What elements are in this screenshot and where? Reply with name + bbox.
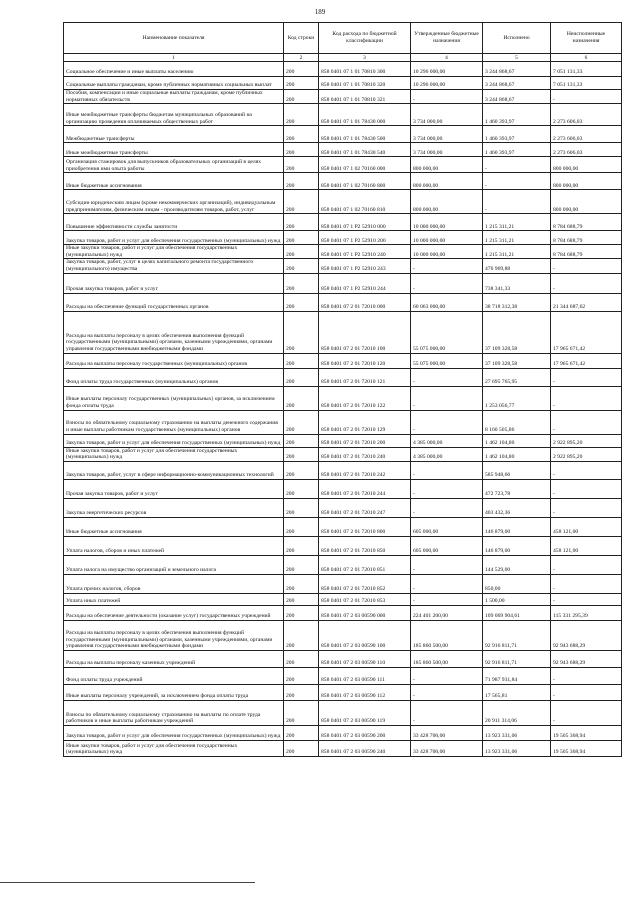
row-executed: 92 916 811,71 xyxy=(483,620,551,650)
table-row xyxy=(64,410,622,434)
row-budget-code: 858 0401 07 2 01 72010 129 xyxy=(319,410,411,434)
row-unexecuted: - xyxy=(551,667,622,684)
row-executed: - xyxy=(483,157,551,173)
row-line-code: 200 xyxy=(284,536,319,555)
row-name: Социальное обеспечение и иные выплаты населению xyxy=(64,62,284,77)
column-number: 4 xyxy=(411,54,483,62)
row-executed: 38 718 312,38 xyxy=(483,293,551,311)
row-budget-code: 858 0401 07 1 P2 52910 200 xyxy=(319,231,411,245)
row-approved: 10 000 000,00 xyxy=(411,245,483,259)
row-unexecuted: - xyxy=(551,700,622,725)
table-row xyxy=(64,386,622,410)
row-executed: 738 341,33 xyxy=(483,273,551,293)
header-executed: Исполнено xyxy=(483,23,551,54)
row-line-code: 200 xyxy=(284,190,319,214)
row-approved: 3 734 000,00 xyxy=(411,143,483,157)
row-executed: 37 109 328,58 xyxy=(483,353,551,368)
row-line-code: 200 xyxy=(284,126,319,143)
row-line-code: 200 xyxy=(284,214,319,231)
table-row xyxy=(64,231,622,245)
table-row xyxy=(64,517,622,536)
row-budget-code: 858 0401 07 2 01 72010 242 xyxy=(319,461,411,479)
row-approved: 10 296 000,00 xyxy=(411,62,483,77)
row-budget-code: 858 0401 07 1 02 70160 000 xyxy=(319,157,411,173)
row-executed: 144 529,00 xyxy=(483,555,551,574)
row-approved: - xyxy=(411,684,483,700)
row-executed: 8 160 505,86 xyxy=(483,410,551,434)
row-line-code: 200 xyxy=(284,62,319,77)
row-executed: 1 215 311,21 xyxy=(483,245,551,259)
row-name: Закупка энергетических ресурсов xyxy=(64,498,284,517)
row-executed: 1 460 393,97 xyxy=(483,104,551,126)
row-budget-code: 858 0401 07 1 02 70160 800 xyxy=(319,173,411,190)
row-budget-code: 858 0401 07 2 01 72010 120 xyxy=(319,353,411,368)
row-name: Прочая закупка товаров, работ и услуг xyxy=(64,273,284,293)
row-executed: 1 460 393,97 xyxy=(483,126,551,143)
row-name: Социальные выплаты гражданам, кроме публичных нормативных социальных выплат xyxy=(64,77,284,90)
table-row xyxy=(64,574,622,593)
row-budget-code: 858 0401 07 2 01 72010 800 xyxy=(319,517,411,536)
row-unexecuted: 19 505 368,94 xyxy=(551,740,622,756)
row-approved: - xyxy=(411,574,483,593)
row-line-code: 200 xyxy=(284,620,319,650)
row-name: Иные закупки товаров, работ и услуг для обеспечения государственных (муниципальных) нужд xyxy=(64,740,284,756)
row-name: Иные закупки товаров, работ и услуг для обеспечения государственных (муниципальных) нужд xyxy=(64,245,284,259)
row-unexecuted: - xyxy=(551,684,622,700)
table-row xyxy=(64,479,622,498)
table-row xyxy=(64,77,622,90)
row-unexecuted: 8 784 688,79 xyxy=(551,245,622,259)
row-approved: 185 860 500,00 xyxy=(411,650,483,667)
row-budget-code: 858 0401 07 2 03 00590 100 xyxy=(319,620,411,650)
row-executed: 92 916 811,71 xyxy=(483,650,551,667)
row-executed: 585 948,66 xyxy=(483,461,551,479)
row-executed: 403 432,36 xyxy=(483,498,551,517)
row-unexecuted: 17 965 671,42 xyxy=(551,311,622,353)
row-executed: 1 500,00 xyxy=(483,593,551,605)
row-budget-code: 858 0401 07 1 01 70810 320 xyxy=(319,77,411,90)
row-approved: 605 000,00 xyxy=(411,517,483,536)
table-row xyxy=(64,157,622,173)
row-executed: 20 911 314,06 xyxy=(483,700,551,725)
table-row xyxy=(64,293,622,311)
row-unexecuted: 800 000,00 xyxy=(551,190,622,214)
row-approved: - xyxy=(411,90,483,104)
header-approved-appropriations: Утвержденные бюджетные назначения xyxy=(411,23,483,54)
header-line-code: Код строки xyxy=(284,23,319,54)
column-number: 2 xyxy=(284,54,319,62)
table-row xyxy=(64,725,622,740)
column-number: 3 xyxy=(319,54,411,62)
row-budget-code: 858 0401 07 1 01 70810 321 xyxy=(319,90,411,104)
row-approved: 55 075 000,00 xyxy=(411,353,483,368)
row-budget-code: 858 0401 07 2 01 72010 200 xyxy=(319,434,411,447)
row-line-code: 200 xyxy=(284,667,319,684)
row-executed: 13 923 331,06 xyxy=(483,740,551,756)
row-budget-code: 858 0401 07 1 P2 52910 244 xyxy=(319,273,411,293)
table-row xyxy=(64,667,622,684)
row-line-code: 200 xyxy=(284,231,319,245)
row-unexecuted: 2 922 895,20 xyxy=(551,447,622,461)
row-name: Иные выплаты персоналу учреждений, за исключением фонда оплаты труда xyxy=(64,684,284,700)
table-row xyxy=(64,536,622,555)
row-unexecuted: - xyxy=(551,386,622,410)
table-row xyxy=(64,173,622,190)
row-unexecuted: - xyxy=(551,479,622,498)
table-row xyxy=(64,650,622,667)
row-unexecuted: - xyxy=(551,410,622,434)
row-line-code: 200 xyxy=(284,725,319,740)
row-unexecuted: - xyxy=(551,593,622,605)
row-name: Иные бюджетные ассигнования xyxy=(64,173,284,190)
row-line-code: 200 xyxy=(284,684,319,700)
row-name: Повышение эффективности службы занятости xyxy=(64,214,284,231)
row-name: Закупка товаров, работ, услуг в целях капитального ремонта государственного (муниципального) имущества xyxy=(64,259,284,273)
header-unexecuted-appropriations: Неисполненные назначения xyxy=(551,23,622,54)
row-unexecuted: - xyxy=(551,259,622,273)
row-name: Уплата иных платежей xyxy=(64,593,284,605)
row-budget-code: 858 0401 07 2 01 72010 850 xyxy=(319,536,411,555)
row-approved: 605 000,00 xyxy=(411,536,483,555)
table-row xyxy=(64,555,622,574)
row-line-code: 200 xyxy=(284,104,319,126)
row-budget-code: 858 0401 07 2 01 72010 851 xyxy=(319,555,411,574)
row-line-code: 200 xyxy=(284,311,319,353)
row-budget-code: 858 0401 07 2 01 72010 247 xyxy=(319,498,411,517)
row-unexecuted: - xyxy=(551,273,622,293)
row-line-code: 200 xyxy=(284,650,319,667)
row-approved: 60 063 000,00 xyxy=(411,293,483,311)
row-name: Фонд оплаты труда государственных (муниципальных) органов xyxy=(64,368,284,386)
row-line-code: 200 xyxy=(284,293,319,311)
table-row xyxy=(64,684,622,700)
row-budget-code: 858 0401 07 1 P2 52910 000 xyxy=(319,214,411,231)
table-row xyxy=(64,126,622,143)
row-line-code: 200 xyxy=(284,245,319,259)
row-executed: 1 462 104,80 xyxy=(483,447,551,461)
table-row xyxy=(64,311,622,353)
column-number: 5 xyxy=(483,54,551,62)
row-budget-code: 858 0401 07 2 03 00590 110 xyxy=(319,650,411,667)
row-budget-code: 858 0401 07 1 01 78430 000 xyxy=(319,104,411,126)
row-line-code: 200 xyxy=(284,593,319,605)
row-unexecuted: 115 331 295,39 xyxy=(551,605,622,620)
row-line-code: 200 xyxy=(284,498,319,517)
table-row xyxy=(64,461,622,479)
row-line-code: 200 xyxy=(284,273,319,293)
row-name: Иные бюджетные ассигнования xyxy=(64,517,284,536)
row-name: Закупка товаров, работ, услуг в сфере информационно-коммуникационных технологий xyxy=(64,461,284,479)
row-name: Расходы на обеспечение функций государственных органов xyxy=(64,293,284,311)
row-approved: 4 385 000,00 xyxy=(411,434,483,447)
row-line-code: 200 xyxy=(284,517,319,536)
row-line-code: 200 xyxy=(284,447,319,461)
row-name: Уплата налогов, сборов и иных платежей xyxy=(64,536,284,555)
row-unexecuted: 2 273 606,03 xyxy=(551,104,622,126)
row-approved: - xyxy=(411,368,483,386)
row-executed: 476 969,88 xyxy=(483,259,551,273)
row-executed: 37 109 328,58 xyxy=(483,311,551,353)
table-row xyxy=(64,740,622,756)
table-row xyxy=(64,214,622,231)
row-approved: 55 075 000,00 xyxy=(411,311,483,353)
row-budget-code: 858 0401 07 1 01 78430 500 xyxy=(319,126,411,143)
row-executed: 3 244 868,67 xyxy=(483,62,551,77)
row-budget-code: 858 0401 07 1 01 70810 300 xyxy=(319,62,411,77)
header-budget-classification-code: Код расхода по бюджетной классификации xyxy=(319,23,411,54)
row-unexecuted: 2 273 606,03 xyxy=(551,126,622,143)
row-line-code: 200 xyxy=(284,353,319,368)
row-name: Закупка товаров, работ и услуг для обеспечения государственных (муниципальных) нужд xyxy=(64,231,284,245)
row-name: Иные межбюджетные трансферты xyxy=(64,143,284,157)
table-row xyxy=(64,143,622,157)
row-unexecuted: 458 121,00 xyxy=(551,517,622,536)
row-name: Закупка товаров, работ и услуг для обеспечения государственных (муниципальных) нужд xyxy=(64,434,284,447)
row-unexecuted: 92 943 688,29 xyxy=(551,620,622,650)
row-name: Взносы по обязательному социальному страхованию на выплаты по оплате труда работников и иные выплаты работникам учреждений xyxy=(64,700,284,725)
row-line-code: 200 xyxy=(284,173,319,190)
row-executed: 1 215 311,21 xyxy=(483,214,551,231)
row-budget-code: 858 0401 07 1 01 78430 540 xyxy=(319,143,411,157)
row-executed: 1 460 393,97 xyxy=(483,143,551,157)
table-header-row xyxy=(64,23,622,54)
row-approved: - xyxy=(411,498,483,517)
row-budget-code: 858 0401 07 2 01 72010 852 xyxy=(319,574,411,593)
row-name: Расходы на выплаты персоналу казенных учреждений xyxy=(64,650,284,667)
row-unexecuted: 800 000,00 xyxy=(551,173,622,190)
footer-rule xyxy=(0,882,255,883)
table-row xyxy=(64,273,622,293)
table-row xyxy=(64,700,622,725)
table-row xyxy=(64,434,622,447)
row-name: Расходы на выплаты персоналу в целях обеспечения выполнения функций государственными (муниципальными) органами, казенными учреждениями, органами управления государственными внебюджетными фондами xyxy=(64,620,284,650)
column-number-row xyxy=(64,54,622,62)
row-approved: - xyxy=(411,555,483,574)
row-budget-code: 858 0401 07 2 03 00590 111 xyxy=(319,667,411,684)
row-budget-code: 858 0401 07 2 01 72010 244 xyxy=(319,479,411,498)
budget-execution-table xyxy=(63,22,622,757)
row-approved: - xyxy=(411,461,483,479)
row-budget-code: 858 0401 07 1 P2 52910 240 xyxy=(319,245,411,259)
row-executed: 1 215 311,21 xyxy=(483,231,551,245)
row-budget-code: 858 0401 07 2 03 00590 000 xyxy=(319,605,411,620)
row-line-code: 200 xyxy=(284,740,319,756)
row-approved: 10 296 000,00 xyxy=(411,77,483,90)
row-unexecuted: 92 943 688,29 xyxy=(551,650,622,667)
table-row xyxy=(64,245,622,259)
table-row xyxy=(64,104,622,126)
row-budget-code: 858 0401 07 1 02 70160 810 xyxy=(319,190,411,214)
row-unexecuted: 458 121,00 xyxy=(551,536,622,555)
row-executed: 146 879,00 xyxy=(483,536,551,555)
row-executed: 472 723,78 xyxy=(483,479,551,498)
table-row xyxy=(64,62,622,77)
row-approved: - xyxy=(411,273,483,293)
table-row xyxy=(64,593,622,605)
row-unexecuted: 21 344 687,62 xyxy=(551,293,622,311)
row-budget-code: 858 0401 07 2 03 00590 119 xyxy=(319,700,411,725)
row-approved: - xyxy=(411,593,483,605)
header-indicator-name: Наименование показателя xyxy=(64,23,284,54)
row-budget-code: 858 0401 07 2 03 00590 112 xyxy=(319,684,411,700)
row-name: Уплата прочих налогов, сборов xyxy=(64,574,284,593)
table-row xyxy=(64,90,622,104)
row-budget-code: 858 0401 07 2 01 72010 121 xyxy=(319,368,411,386)
row-name: Иные выплаты персоналу государственных (муниципальных) органов, за исключением фонда оплаты труда xyxy=(64,386,284,410)
row-executed: 1 253 056,77 xyxy=(483,386,551,410)
table-row xyxy=(64,498,622,517)
row-unexecuted: 2 273 606,03 xyxy=(551,143,622,157)
row-unexecuted: - xyxy=(551,555,622,574)
row-budget-code: 858 0401 07 2 01 72010 240 xyxy=(319,447,411,461)
row-name: Фонд оплаты труда учреждений xyxy=(64,667,284,684)
row-name: Прочая закупка товаров, работ и услуг xyxy=(64,479,284,498)
row-line-code: 200 xyxy=(284,386,319,410)
row-executed: 109 069 904,61 xyxy=(483,605,551,620)
row-line-code: 200 xyxy=(284,368,319,386)
row-approved: - xyxy=(411,410,483,434)
row-unexecuted: - xyxy=(551,90,622,104)
row-line-code: 200 xyxy=(284,77,319,90)
row-approved: 224 401 200,00 xyxy=(411,605,483,620)
row-executed: 3 244 868,67 xyxy=(483,77,551,90)
row-line-code: 200 xyxy=(284,574,319,593)
row-approved: 10 000 000,00 xyxy=(411,231,483,245)
row-budget-code: 858 0401 07 2 01 72010 100 xyxy=(319,311,411,353)
row-name: Иные закупки товаров, работ и услуг для обеспечения государственных (муниципальных) нужд xyxy=(64,447,284,461)
table-row xyxy=(64,447,622,461)
row-unexecuted: 7 051 131,33 xyxy=(551,62,622,77)
row-approved: 800 000,00 xyxy=(411,173,483,190)
row-line-code: 200 xyxy=(284,479,319,498)
row-budget-code: 858 0401 07 2 03 00590 240 xyxy=(319,740,411,756)
row-name: Межбюджетные трансферты xyxy=(64,126,284,143)
row-line-code: 200 xyxy=(284,700,319,725)
row-name: Уплата налога на имущество организаций и земельного налога xyxy=(64,555,284,574)
table-body xyxy=(64,62,622,757)
row-unexecuted: 8 784 688,79 xyxy=(551,214,622,231)
row-executed: 71 987 931,84 xyxy=(483,667,551,684)
row-line-code: 200 xyxy=(284,434,319,447)
row-approved: 3 734 000,00 xyxy=(411,104,483,126)
row-approved: - xyxy=(411,259,483,273)
row-approved: - xyxy=(411,479,483,498)
row-executed: 27 695 765,95 xyxy=(483,368,551,386)
row-approved: 800 000,00 xyxy=(411,190,483,214)
row-executed: - xyxy=(483,190,551,214)
row-approved: 800 000,00 xyxy=(411,157,483,173)
row-line-code: 200 xyxy=(284,410,319,434)
row-approved: 33 428 700,00 xyxy=(411,740,483,756)
row-approved: 10 000 000,00 xyxy=(411,214,483,231)
row-unexecuted: - xyxy=(551,574,622,593)
row-executed: - xyxy=(483,173,551,190)
row-budget-code: 858 0401 07 1 P2 52910 243 xyxy=(319,259,411,273)
row-name: Расходы на выплаты персоналу в целях обеспечения выполнения функций государственными (муниципальными) органами, казенными учреждениями, органами управления государственными внебюджетными фондами xyxy=(64,311,284,353)
row-executed: 850,00 xyxy=(483,574,551,593)
row-name: Организация стажировок для выпускников образовательных организаций в целях приобретения ими опыта работы xyxy=(64,157,284,173)
row-approved: - xyxy=(411,386,483,410)
row-line-code: 200 xyxy=(284,461,319,479)
page-number: 189 xyxy=(314,8,326,16)
row-approved: 4 385 000,00 xyxy=(411,447,483,461)
row-approved: 3 734 000,00 xyxy=(411,126,483,143)
row-line-code: 200 xyxy=(284,605,319,620)
row-executed: 13 923 331,06 xyxy=(483,725,551,740)
row-approved: 33 428 700,00 xyxy=(411,725,483,740)
row-line-code: 200 xyxy=(284,259,319,273)
table-row xyxy=(64,353,622,368)
row-unexecuted: 800 000,00 xyxy=(551,157,622,173)
row-name: Взносы по обязательному социальному страхованию на выплаты денежного содержания и иные выплаты работникам государственных (муниципальных) органов xyxy=(64,410,284,434)
row-unexecuted: 7 051 131,33 xyxy=(551,77,622,90)
row-approved: 185 860 500,00 xyxy=(411,620,483,650)
row-budget-code: 858 0401 07 2 01 72010 853 xyxy=(319,593,411,605)
row-budget-code: 858 0401 07 2 01 72010 000 xyxy=(319,293,411,311)
table-row xyxy=(64,605,622,620)
row-name: Субсидии юридическим лицам (кроме некоммерческих организаций), индивидуальным предпринимателям, физическим лицам - производителям товаров, работ, услуг xyxy=(64,190,284,214)
row-name: Расходы на выплаты персоналу государственных (муниципальных) органов xyxy=(64,353,284,368)
row-unexecuted: - xyxy=(551,461,622,479)
row-approved: - xyxy=(411,667,483,684)
row-executed: 146 879,00 xyxy=(483,517,551,536)
row-executed: 3 244 868,67 xyxy=(483,90,551,104)
row-budget-code: 858 0401 07 2 01 72010 122 xyxy=(319,386,411,410)
row-line-code: 200 xyxy=(284,90,319,104)
row-name: Закупка товаров, работ и услуг для обеспечения государственных (муниципальных) нужд xyxy=(64,725,284,740)
row-name: Расходы на обеспечение деятельности (оказание услуг) государственных учреждений xyxy=(64,605,284,620)
table-row xyxy=(64,368,622,386)
row-unexecuted: - xyxy=(551,498,622,517)
row-unexecuted: - xyxy=(551,368,622,386)
column-number: 1 xyxy=(64,54,284,62)
column-number: 6 xyxy=(551,54,622,62)
row-executed: 1 462 104,80 xyxy=(483,434,551,447)
table-row xyxy=(64,620,622,650)
row-unexecuted: 17 965 671,42 xyxy=(551,353,622,368)
row-budget-code: 858 0401 07 2 03 00590 200 xyxy=(319,725,411,740)
table-row xyxy=(64,259,622,273)
row-executed: 17 565,81 xyxy=(483,684,551,700)
row-approved: - xyxy=(411,700,483,725)
row-line-code: 200 xyxy=(284,157,319,173)
row-unexecuted: 8 784 688,79 xyxy=(551,231,622,245)
row-name: Иные межбюджетные трансферты бюджетам муниципальных образований на организацию проведения оплачиваемых общественных работ xyxy=(64,104,284,126)
row-name: Пособия, компенсации и иные социальные выплаты гражданам, кроме публичных нормативных обязательств xyxy=(64,90,284,104)
row-line-code: 200 xyxy=(284,143,319,157)
row-line-code: 200 xyxy=(284,555,319,574)
table-row xyxy=(64,190,622,214)
row-unexecuted: 19 505 368,94 xyxy=(551,725,622,740)
row-unexecuted: 2 922 895,20 xyxy=(551,434,622,447)
